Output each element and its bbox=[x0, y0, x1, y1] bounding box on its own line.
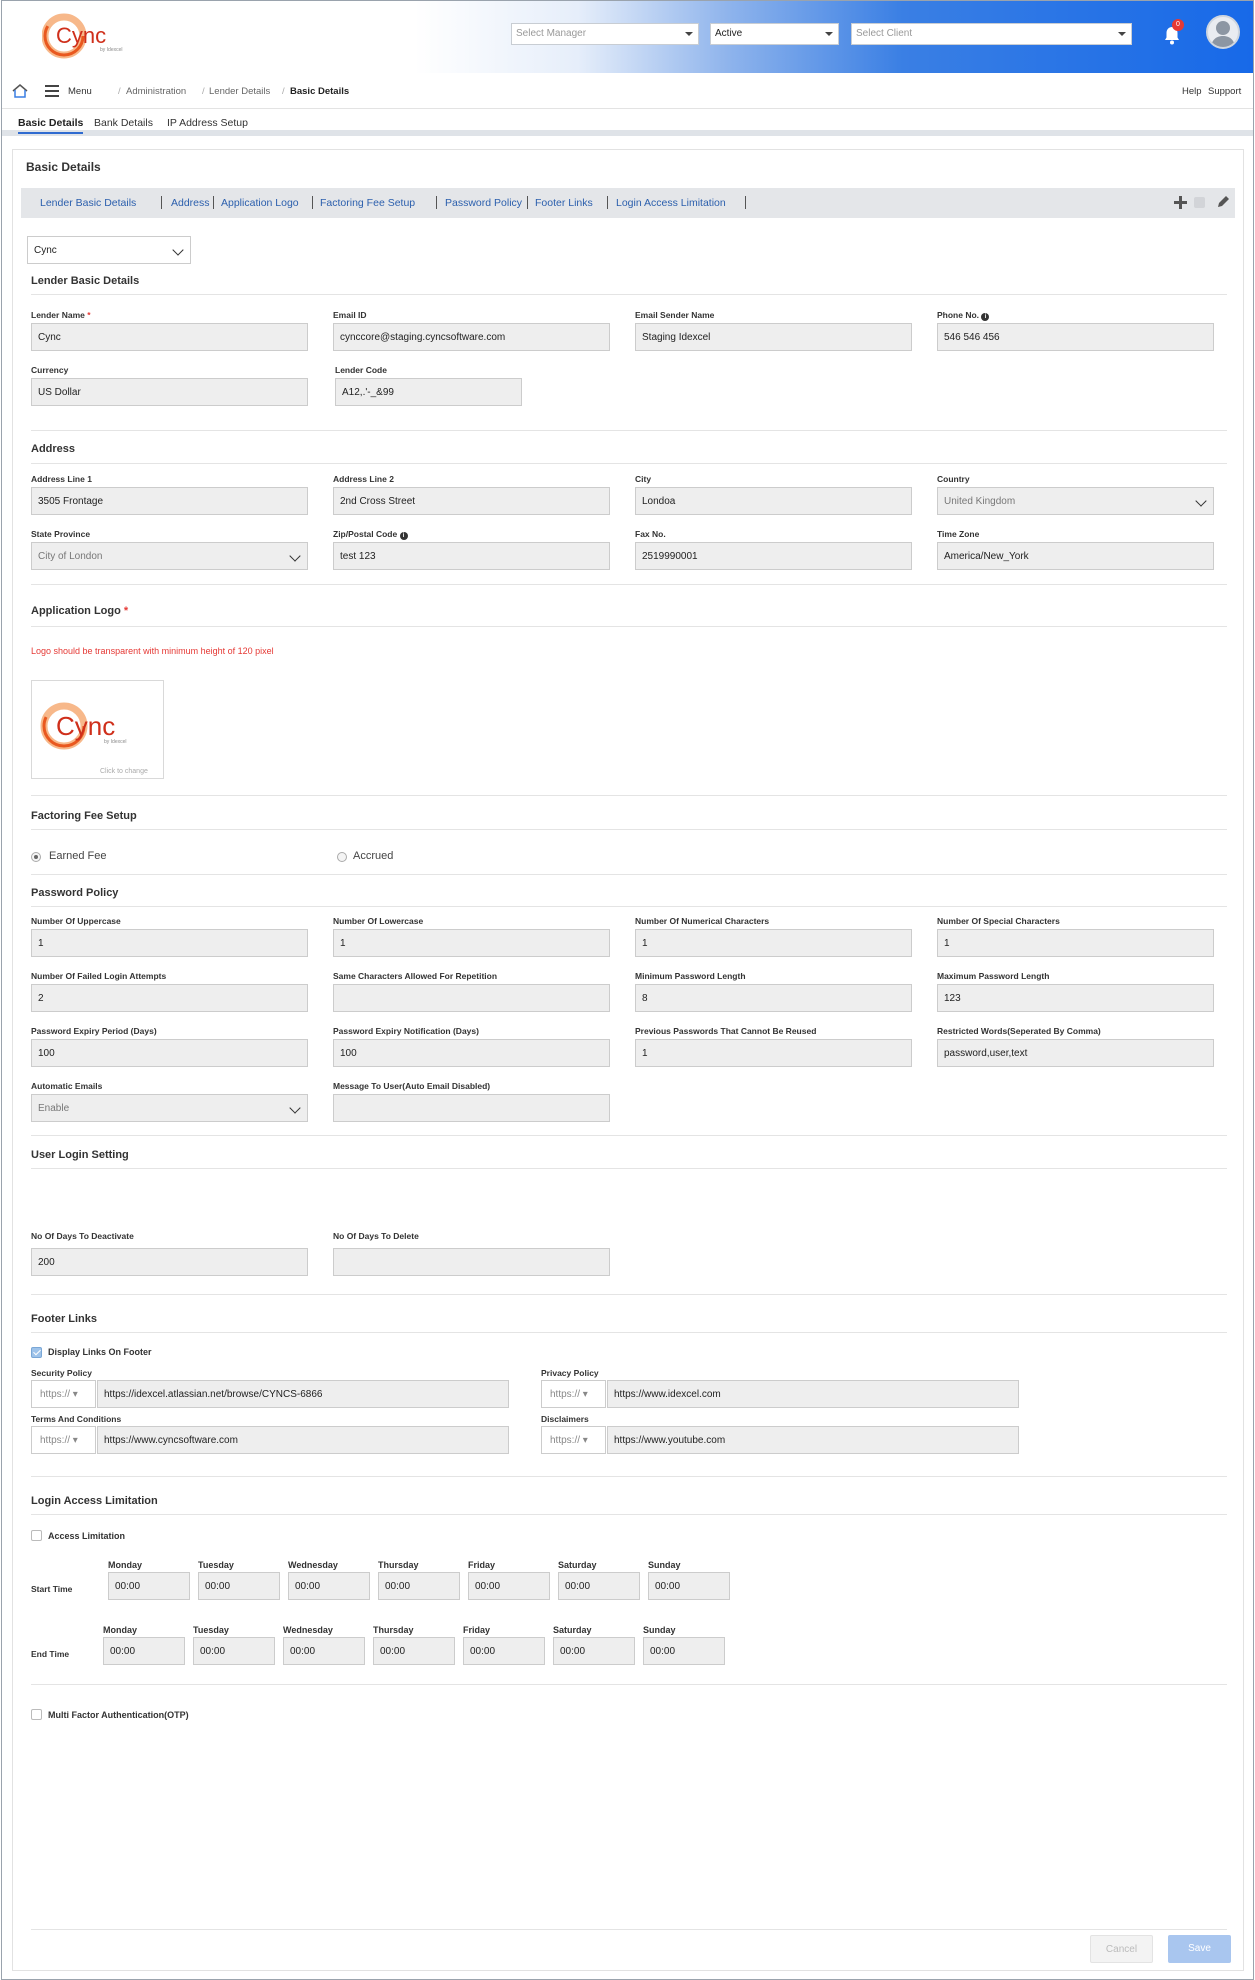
days-delete-input[interactable] bbox=[333, 1248, 610, 1276]
zip-input[interactable]: test 123 bbox=[333, 542, 610, 570]
section-divider bbox=[31, 1135, 1227, 1136]
days-deactivate-input[interactable]: 200 bbox=[31, 1248, 308, 1276]
email-id-input[interactable]: cynccore@staging.cyncsoftware.com bbox=[333, 323, 610, 351]
start-time-label: Start Time bbox=[31, 1584, 73, 1594]
section-divider bbox=[31, 1514, 1227, 1515]
svg-text:by Idexcel: by Idexcel bbox=[100, 47, 123, 53]
application-logo-heading bbox=[31, 605, 128, 617]
tab-bank-details[interactable]: Bank Details bbox=[94, 117, 153, 129]
security-protocol-select[interactable]: https:// ▾ bbox=[31, 1380, 96, 1408]
caret-down-icon bbox=[1118, 32, 1126, 36]
accrued-radio[interactable] bbox=[337, 852, 347, 862]
subnav-divider bbox=[161, 196, 162, 209]
breadcrumb-separator: / bbox=[202, 86, 205, 97]
lender-select-dropdown[interactable] bbox=[27, 236, 191, 264]
country-value: United Kingdom bbox=[944, 496, 1016, 507]
time-zone-label: Time Zone bbox=[937, 529, 980, 539]
address-line1-label: Address Line 1 bbox=[31, 474, 92, 484]
subnav-divider bbox=[312, 196, 313, 209]
zip-label bbox=[333, 529, 408, 540]
terms-protocol-value: https:// bbox=[40, 1435, 71, 1446]
fax-input[interactable]: 2519990001 bbox=[635, 542, 912, 570]
disclaimers-protocol-select[interactable]: https:// ▾ bbox=[541, 1426, 606, 1454]
section-divider bbox=[31, 874, 1227, 875]
email-sender-name-label: Email Sender Name bbox=[635, 310, 715, 320]
section-divider bbox=[31, 1684, 1227, 1685]
tab-basic-details[interactable]: Basic Details bbox=[18, 117, 83, 134]
section-divider bbox=[31, 1168, 1227, 1169]
terms-input[interactable]: https://www.cyncsoftware.com bbox=[97, 1426, 509, 1454]
top-header bbox=[2, 1, 1253, 73]
start-time-tuesday[interactable]: 00:00 bbox=[198, 1572, 280, 1600]
end-day-tuesday: Tuesday bbox=[193, 1625, 229, 1635]
svg-text:by Idexcel: by Idexcel bbox=[104, 739, 127, 745]
section-divider bbox=[31, 1476, 1227, 1477]
end-time-tuesday[interactable]: 00:00 bbox=[193, 1637, 275, 1665]
automatic-emails-value: Enable bbox=[38, 1103, 70, 1114]
currency-label: Currency bbox=[31, 365, 69, 375]
info-icon: i bbox=[981, 313, 989, 321]
select-manager-dropdown[interactable] bbox=[511, 23, 699, 45]
uppercase-input[interactable]: 1 bbox=[31, 929, 308, 957]
select-manager-text: Select Manager bbox=[516, 28, 587, 39]
subnav-divider bbox=[527, 196, 528, 209]
svg-text:Cync: Cync bbox=[56, 711, 116, 741]
required-asterisk: * bbox=[87, 310, 91, 320]
terms-protocol-select[interactable]: https:// ▾ bbox=[31, 1426, 96, 1454]
end-day-friday: Friday bbox=[463, 1625, 491, 1635]
end-time-friday[interactable]: 00:00 bbox=[463, 1637, 545, 1665]
email-sender-name-input[interactable]: Staging Idexcel bbox=[635, 323, 912, 351]
message-to-user-label: Message To User(Auto Email Disabled) bbox=[333, 1081, 491, 1091]
previous-passwords-input[interactable]: 1 bbox=[635, 1039, 912, 1067]
numerical-label: Number Of Numerical Characters bbox=[635, 916, 770, 926]
display-links-checkbox[interactable] bbox=[31, 1347, 42, 1358]
support-link[interactable]: Support bbox=[1208, 86, 1242, 97]
city-label: City bbox=[635, 474, 652, 484]
lender-basic-details-heading: Lender Basic Details bbox=[31, 275, 140, 287]
end-day-thursday: Thursday bbox=[373, 1625, 414, 1635]
delete-icon[interactable] bbox=[1194, 197, 1205, 208]
login-access-heading: Login Access Limitation bbox=[31, 1495, 158, 1507]
section-divider bbox=[31, 906, 1227, 907]
start-day-friday: Friday bbox=[468, 1560, 496, 1570]
breadcrumb-current: Basic Details bbox=[290, 86, 350, 97]
section-divider bbox=[31, 626, 1227, 627]
start-day-tuesday: Tuesday bbox=[198, 1560, 234, 1570]
chevron-down-icon bbox=[172, 244, 183, 255]
terms-label: Terms And Conditions bbox=[31, 1414, 122, 1424]
mfa-checkbox[interactable] bbox=[31, 1709, 42, 1720]
display-links-label: Display Links On Footer bbox=[48, 1347, 152, 1357]
svg-text:Cync: Cync bbox=[56, 23, 107, 48]
lender-select-value: Cync bbox=[34, 245, 57, 256]
end-day-saturday: Saturday bbox=[553, 1625, 592, 1635]
breadcrumb-separator: / bbox=[282, 86, 285, 97]
breadcrumb-lender-details[interactable]: Lender Details bbox=[209, 86, 271, 97]
email-id-label: Email ID bbox=[333, 310, 367, 320]
select-client-text: Select Client bbox=[856, 28, 913, 39]
security-policy-input[interactable]: https://idexcel.atlassian.net/browse/CYNCS-6866 bbox=[97, 1380, 509, 1408]
section-divider bbox=[31, 294, 1227, 295]
zip-label-text: Zip/Postal Code bbox=[333, 529, 398, 539]
end-time-wednesday[interactable]: 00:00 bbox=[283, 1637, 365, 1665]
end-time-thursday[interactable]: 00:00 bbox=[373, 1637, 455, 1665]
restricted-words-input[interactable]: password,user,text bbox=[937, 1039, 1214, 1067]
repetition-label: Same Characters Allowed For Repetition bbox=[333, 971, 498, 981]
phone-input[interactable]: 546 546 456 bbox=[937, 323, 1214, 351]
subnav-divider bbox=[745, 196, 746, 209]
section-divider bbox=[31, 795, 1227, 796]
main-tabs bbox=[2, 109, 1253, 136]
cancel-button[interactable]: Cancel bbox=[1090, 1935, 1153, 1963]
failed-attempts-input[interactable]: 2 bbox=[31, 984, 308, 1012]
application-logo-heading-text: Application Logo bbox=[31, 605, 121, 617]
automatic-emails-select[interactable] bbox=[31, 1094, 308, 1122]
lender-code-label: Lender Code bbox=[335, 365, 387, 375]
info-icon: i bbox=[400, 532, 408, 540]
privacy-policy-input[interactable]: https://www.idexcel.com bbox=[607, 1380, 1019, 1408]
end-day-wednesday: Wednesday bbox=[283, 1625, 333, 1635]
password-policy-heading: Password Policy bbox=[31, 887, 119, 899]
start-day-wednesday: Wednesday bbox=[288, 1560, 338, 1570]
end-day-sunday: Sunday bbox=[643, 1625, 676, 1635]
end-day-monday: Monday bbox=[103, 1625, 138, 1635]
start-day-saturday: Saturday bbox=[558, 1560, 597, 1570]
tab-ip-address-setup[interactable]: IP Address Setup bbox=[167, 117, 248, 129]
state-province-label: State Province bbox=[31, 529, 91, 539]
start-time-wednesday[interactable]: 00:00 bbox=[288, 1572, 370, 1600]
subnav-login-access-limitation[interactable]: Login Access Limitation bbox=[616, 197, 726, 209]
disclaimers-protocol-value: https:// bbox=[550, 1435, 581, 1446]
subnav-address[interactable]: Address bbox=[171, 197, 210, 209]
country-select[interactable] bbox=[937, 487, 1214, 515]
chevron-down-icon bbox=[289, 550, 300, 561]
special-label: Number Of Special Characters bbox=[937, 916, 1060, 926]
nav-bar bbox=[2, 73, 1253, 109]
address-line2-label: Address Line 2 bbox=[333, 474, 394, 484]
footer-links-heading: Footer Links bbox=[31, 1313, 98, 1325]
expiry-notification-label: Password Expiry Notification (Days) bbox=[333, 1026, 479, 1036]
footer-divider bbox=[31, 1929, 1227, 1930]
end-time-sunday[interactable]: 00:00 bbox=[643, 1637, 725, 1665]
section-divider bbox=[31, 1332, 1227, 1333]
address-heading: Address bbox=[31, 443, 76, 455]
save-button[interactable]: Save bbox=[1168, 1935, 1231, 1963]
subnav-factoring-fee-setup[interactable]: Factoring Fee Setup bbox=[320, 197, 416, 209]
chevron-down-icon bbox=[289, 1102, 300, 1113]
state-province-select[interactable] bbox=[31, 542, 308, 570]
basic-details-panel bbox=[12, 149, 1244, 1971]
start-day-monday: Monday bbox=[108, 1560, 143, 1570]
start-day-sunday: Sunday bbox=[648, 1560, 681, 1570]
privacy-protocol-value: https:// bbox=[550, 1389, 581, 1400]
subnav-footer-links[interactable]: Footer Links bbox=[535, 197, 593, 209]
expiry-period-label: Password Expiry Period (Days) bbox=[31, 1026, 157, 1036]
chevron-down-icon bbox=[1195, 495, 1206, 506]
add-icon[interactable] bbox=[1174, 196, 1187, 212]
app-window bbox=[1, 0, 1254, 1980]
user-login-setting-heading: User Login Setting bbox=[31, 1149, 129, 1161]
start-time-saturday[interactable]: 00:00 bbox=[558, 1572, 640, 1600]
start-time-sunday[interactable]: 00:00 bbox=[648, 1572, 730, 1600]
status-text: Active bbox=[715, 28, 743, 39]
max-length-label: Maximum Password Length bbox=[937, 971, 1050, 981]
section-divider bbox=[31, 584, 1227, 585]
subnav-divider bbox=[436, 196, 437, 209]
cync-logo-preview bbox=[32, 681, 163, 778]
svg-text:Click to change: Click to change bbox=[100, 768, 148, 775]
end-time-saturday[interactable]: 00:00 bbox=[553, 1637, 635, 1665]
access-limitation-label: Access Limitation bbox=[48, 1531, 126, 1541]
cync-logo[interactable] bbox=[42, 9, 132, 61]
section-subnav bbox=[21, 188, 1235, 218]
mfa-label: Multi Factor Authentication(OTP) bbox=[48, 1710, 189, 1720]
disclaimers-input[interactable]: https://www.youtube.com bbox=[607, 1426, 1019, 1454]
hamburger-icon[interactable] bbox=[45, 85, 59, 100]
days-deactivate-label: No Of Days To Deactivate bbox=[31, 1231, 134, 1241]
user-avatar-icon[interactable] bbox=[1206, 15, 1240, 49]
previous-passwords-label: Previous Passwords That Cannot Be Reused bbox=[635, 1026, 817, 1036]
disclaimers-label: Disclaimers bbox=[541, 1414, 589, 1424]
phone-label bbox=[937, 310, 989, 321]
home-icon[interactable] bbox=[12, 84, 28, 101]
state-province-value: City of London bbox=[38, 551, 103, 562]
automatic-emails-label: Automatic Emails bbox=[31, 1081, 103, 1091]
earned-fee-radio[interactable] bbox=[31, 852, 41, 862]
restricted-words-label: Restricted Words(Seperated By Comma) bbox=[937, 1026, 1101, 1036]
time-zone-input[interactable]: America/New_York bbox=[937, 542, 1214, 570]
currency-input[interactable]: US Dollar bbox=[31, 378, 308, 406]
section-divider bbox=[31, 829, 1227, 830]
subnav-divider bbox=[607, 196, 608, 209]
security-policy-label: Security Policy bbox=[31, 1368, 92, 1378]
privacy-policy-label: Privacy Policy bbox=[541, 1368, 599, 1378]
country-label: Country bbox=[937, 474, 970, 484]
fax-label: Fax No. bbox=[635, 529, 666, 539]
required-asterisk: * bbox=[123, 605, 129, 617]
lowercase-input[interactable]: 1 bbox=[333, 929, 610, 957]
lender-name-label-text: Lender Name bbox=[31, 310, 85, 320]
breadcrumb-separator: / bbox=[118, 86, 121, 97]
status-dropdown[interactable] bbox=[710, 23, 839, 45]
message-to-user-input[interactable] bbox=[333, 1094, 610, 1122]
start-time-thursday[interactable]: 00:00 bbox=[378, 1572, 460, 1600]
lender-name-input[interactable]: Cync bbox=[31, 323, 308, 351]
expiry-period-input[interactable]: 100 bbox=[31, 1039, 308, 1067]
city-input[interactable]: Londoa bbox=[635, 487, 912, 515]
uppercase-label: Number Of Uppercase bbox=[31, 916, 121, 926]
logo-requirement-note: Logo should be transparent with minimum height of 120 pixel bbox=[31, 646, 274, 656]
subnav-divider bbox=[213, 196, 214, 209]
factoring-fee-heading: Factoring Fee Setup bbox=[31, 810, 137, 822]
subnav-application-logo[interactable]: Application Logo bbox=[221, 197, 299, 209]
special-input[interactable]: 1 bbox=[937, 929, 1214, 957]
start-day-thursday: Thursday bbox=[378, 1560, 419, 1570]
access-limitation-checkbox[interactable] bbox=[31, 1530, 42, 1541]
caret-down-icon bbox=[825, 32, 833, 36]
subnav-lender-basic-details[interactable]: Lender Basic Details bbox=[40, 197, 137, 209]
lender-code-input[interactable]: A12,.'-_&99 bbox=[335, 378, 522, 406]
select-client-dropdown[interactable] bbox=[851, 23, 1132, 45]
end-time-label: End Time bbox=[31, 1649, 70, 1659]
breadcrumb-administration[interactable]: Administration bbox=[126, 86, 187, 97]
start-time-friday[interactable]: 00:00 bbox=[468, 1572, 550, 1600]
logo-upload-box[interactable] bbox=[31, 680, 164, 779]
accrued-label: Accrued bbox=[353, 850, 394, 862]
min-length-label: Minimum Password Length bbox=[635, 971, 746, 981]
lender-name-label bbox=[31, 310, 91, 320]
address-line1-input[interactable]: 3505 Frontage bbox=[31, 487, 308, 515]
section-divider bbox=[31, 430, 1227, 431]
caret-down-icon bbox=[685, 32, 693, 36]
security-protocol-value: https:// bbox=[40, 1389, 71, 1400]
section-divider bbox=[31, 1294, 1227, 1295]
address-line2-input[interactable]: 2nd Cross Street bbox=[333, 487, 610, 515]
subnav-password-policy[interactable]: Password Policy bbox=[445, 197, 523, 209]
numerical-input[interactable]: 1 bbox=[635, 929, 912, 957]
edit-pencil-icon[interactable] bbox=[1216, 195, 1230, 212]
max-length-input[interactable]: 123 bbox=[937, 984, 1214, 1012]
days-delete-label: No Of Days To Delete bbox=[333, 1231, 419, 1241]
lowercase-label: Number Of Lowercase bbox=[333, 916, 424, 926]
menu-label[interactable]: Menu bbox=[68, 86, 92, 97]
privacy-protocol-select[interactable]: https:// ▾ bbox=[541, 1380, 606, 1408]
repetition-input[interactable] bbox=[333, 984, 610, 1012]
panel-title: Basic Details bbox=[26, 160, 101, 174]
help-link[interactable]: Help bbox=[1182, 86, 1202, 97]
phone-label-text: Phone No. bbox=[937, 310, 980, 320]
section-divider bbox=[31, 463, 1227, 464]
end-time-monday[interactable]: 00:00 bbox=[103, 1637, 185, 1665]
min-length-input[interactable]: 8 bbox=[635, 984, 912, 1012]
earned-fee-label: Earned Fee bbox=[49, 850, 107, 862]
notification-badge: 0 bbox=[1172, 19, 1184, 31]
failed-attempts-label: Number Of Failed Login Attempts bbox=[31, 971, 167, 981]
start-time-monday[interactable]: 00:00 bbox=[108, 1572, 190, 1600]
expiry-notification-input[interactable]: 100 bbox=[333, 1039, 610, 1067]
